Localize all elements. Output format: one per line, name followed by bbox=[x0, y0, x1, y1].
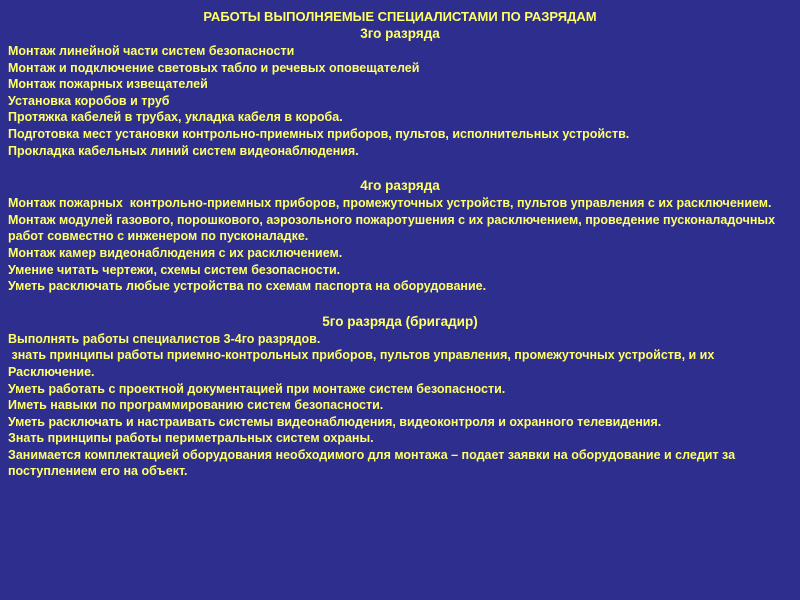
list-item: Занимается комплектацией оборудования необходимого для монтажа – подает заявки на оборудование и следит за поступлением его на объект. bbox=[8, 447, 739, 479]
list-item: Монтаж камер видеонаблюдения с их расключением. bbox=[8, 245, 343, 260]
list-item: Уметь работать с проектной документацией при монтаже систем безопасности. bbox=[8, 381, 506, 396]
list-item: Уметь расключать любые устройства по схемам паспорта на оборудование. bbox=[8, 279, 487, 294]
list-item: Иметь навыки по программированию систем безопасности. bbox=[8, 398, 384, 413]
list-item: Умение читать чертежи, схемы систем безопасности. bbox=[8, 262, 341, 277]
section-grade-4 bbox=[8, 177, 792, 295]
section-heading: 3го разряда bbox=[360, 26, 440, 41]
list-item: Выполнять работы специалистов 3-4го разрядов. bbox=[8, 331, 321, 346]
spacer bbox=[8, 159, 792, 177]
list-item: Подготовка мест установки контрольно-приемных приборов, пультов, исполнительных устройств. bbox=[8, 126, 630, 141]
list-item: Установка коробов и труб bbox=[8, 93, 170, 108]
section-heading: 4го разряда bbox=[360, 178, 440, 194]
list-item: Монтаж пожарных контрольно-приемных приборов, промежуточных устройств, пультов управления с их расключением. bbox=[8, 196, 772, 211]
section-grade-3 bbox=[8, 25, 792, 159]
section-grade-5 bbox=[8, 313, 792, 480]
list-item: Монтаж и подключение световых табло и речевых оповещателей bbox=[8, 60, 420, 75]
spacer bbox=[8, 295, 792, 313]
list-item: Протяжка кабелей в трубах, укладка кабеля в короба. bbox=[8, 110, 343, 125]
list-item: Монтаж линейной части систем безопасности bbox=[8, 44, 295, 58]
section-heading: 5го разряда (бригадир) bbox=[322, 313, 478, 329]
list-item: Прокладка кабельных линий систем видеонаблюдения. bbox=[8, 143, 359, 158]
page-title: РАБОТЫ ВЫПОЛНЯЕМЫЕ СПЕЦИАЛИСТАМИ ПО РАЗРЯДАМ bbox=[203, 9, 597, 24]
list-item: Монтаж модулей газового, порошкового, аэрозольного пожаротушения с их расключением, проведение пусконаладочных работ совместно с инженером по пусконаладке. bbox=[8, 212, 779, 244]
list-item: Монтаж пожарных извещателей bbox=[8, 77, 208, 92]
list-item: Уметь расключать и настраивать системы видеонаблюдения, видеоконтроля и охранного телевидения. bbox=[8, 414, 662, 429]
list-item: знать принципы работы приемно-контрольных приборов, пультов управления, промежуточных устройств, и их Расключение. bbox=[8, 348, 718, 379]
list-item: Знать принципы работы периметральных систем охраны. bbox=[8, 431, 374, 446]
